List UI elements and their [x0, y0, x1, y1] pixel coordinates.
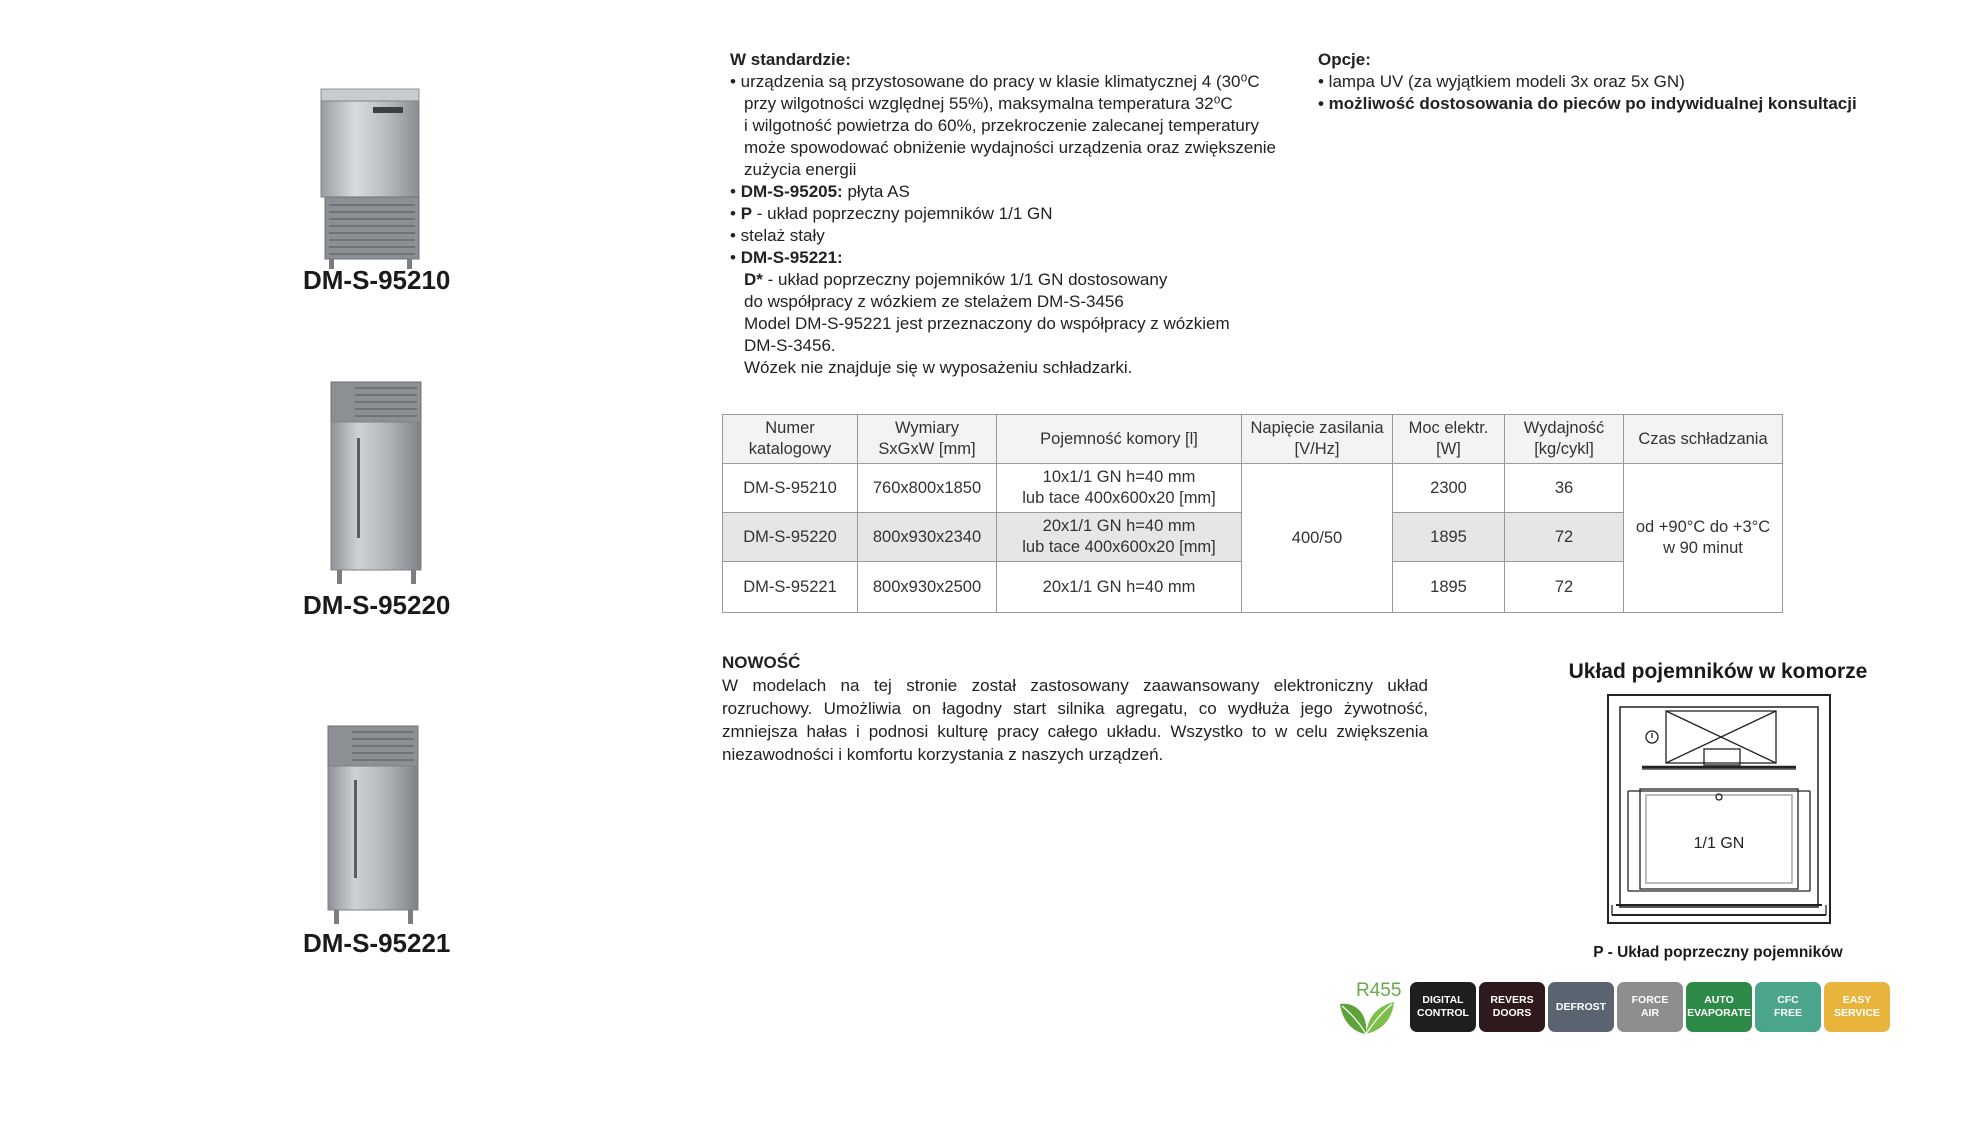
cell-yield: 36 [1505, 464, 1624, 513]
standard-bullet-climate: • urządzenia są przystosowane do pracy w klasie klimatycznej 4 (30⁰C [730, 72, 1260, 91]
cell-catalog: DM-S-95221 [723, 562, 858, 613]
options-oven-adaptation: • możliwość dostosowania do pieców po indywidualnej konsultacji [1318, 94, 1857, 113]
standard-d-line: Wózek nie znajduje się w wyposażeniu schładzarki. [744, 358, 1133, 377]
news-text: W modelach na tej stronie został zastosowany zaawansowany elektroniczny układ rozruchowy. Umożliwia on łagodny start silnika agregatu, co wydłuża jego żywotność, zmniejsza hałas i podnosi kulturę pracy całego układu. Wszystko to w celu zwiększenia niezawodności i komfortu korzystania z naszych urządzeń. [722, 676, 1428, 764]
diagram-inner-label: 1/1 GN [1693, 835, 1745, 852]
cell-yield: 72 [1505, 513, 1624, 562]
badge-force-air: FORCE AIR [1617, 982, 1683, 1032]
standard-bullet-climate-line: może spowodować obniżenie wydajności urządzenia oraz zwiększenie [744, 138, 1277, 157]
standard-bullet-climate-line: i wilgotność powietrza do 60%, przekroczenie zalecanej temperatury [744, 116, 1259, 135]
standard-bullet-climate-line: przy wilgotności względnej 55%), maksymalna temperatura 32⁰C [744, 94, 1233, 113]
diagram-title: Układ pojemników w komorze [1568, 660, 1868, 683]
cell-power: 2300 [1393, 464, 1505, 513]
product-image-dm-s-95210 [315, 85, 427, 271]
options-uv-lamp: • lampa UV (za wyjątkiem modeli 3x oraz 5x GN) [1318, 72, 1685, 91]
col-header-cooling-time: Czas schładzania [1624, 415, 1783, 464]
standard-bullet-layout: • P - układ poprzeczny pojemników 1/1 GN [730, 204, 1053, 223]
cell-catalog: DM-S-95210 [723, 464, 858, 513]
cell-power: 1895 [1393, 513, 1505, 562]
spec-table [722, 414, 1783, 613]
options-section [1318, 49, 1938, 115]
table-row [723, 464, 1783, 513]
news-section [722, 652, 1428, 766]
col-header-voltage: Napięcie zasilania [V/Hz] [1242, 415, 1393, 464]
cell-dimensions: 760x800x1850 [858, 464, 997, 513]
standard-d-layout: D* - układ poprzeczny pojemników 1/1 GN dostosowany [744, 270, 1168, 289]
cell-capacity: 20x1/1 GN h=40 mm [997, 562, 1242, 613]
standard-d-line: do współpracy z wózkiem ze stelażem DM-S-3456 [744, 292, 1124, 311]
col-header-dimensions: Wymiary SxGxW [mm] [858, 415, 997, 464]
badge-auto-evaporate: AUTO EVAPORATE [1686, 982, 1752, 1032]
news-heading: NOWOŚĆ [722, 653, 801, 672]
cell-cooling-time: od +90°C do +3°C w 90 minut [1624, 464, 1783, 613]
cell-capacity: 10x1/1 GN h=40 mm lub tace 400x600x20 [mm] [997, 464, 1242, 513]
standard-bullet-plate: • DM-S-95205: płyta AS [730, 182, 910, 201]
standard-bullet-rack: • stelaż stały [730, 226, 825, 245]
badge-cfc-free: CFC FREE [1755, 982, 1821, 1032]
standard-d-line: Model DM-S-95221 jest przeznaczony do współpracy z wózkiem [744, 314, 1230, 333]
cell-capacity: 20x1/1 GN h=40 mm lub tace 400x600x20 [mm] [997, 513, 1242, 562]
col-header-power: Moc elektr. [W] [1393, 415, 1505, 464]
cell-voltage: 400/50 [1242, 464, 1393, 613]
standard-d-line: DM-S-3456. [744, 336, 836, 355]
product-image-dm-s-95220 [325, 378, 425, 588]
badge-easy-service: EASY SERVICE [1824, 982, 1890, 1032]
standard-equipment-section [730, 49, 1330, 379]
badge-digital-control: DIGITAL CONTROL [1410, 982, 1476, 1032]
diagram-caption: P - Układ poprzeczny pojemników [1593, 944, 1843, 961]
col-header-catalog: Numer katalogowy [723, 415, 858, 464]
col-header-yield: Wydajność [kg/cykl] [1505, 415, 1624, 464]
options-heading: Opcje: [1318, 50, 1371, 69]
product-model-label: DM-S-95220 [303, 590, 451, 620]
refrigerant-badge [1336, 980, 1406, 1036]
cell-power: 1895 [1393, 562, 1505, 613]
badge-defrost: DEFROST [1548, 982, 1614, 1032]
product-image-dm-s-95221 [322, 722, 422, 930]
badge-revers-doors: REVERS DOORS [1479, 982, 1545, 1032]
table-header-row [723, 415, 1783, 464]
cell-dimensions: 800x930x2500 [858, 562, 997, 613]
standard-bullet-95221: • DM-S-95221: [730, 248, 843, 267]
product-model-label: DM-S-95210 [303, 265, 451, 295]
leaf-icon [1336, 994, 1398, 1036]
cell-dimensions: 800x930x2340 [858, 513, 997, 562]
container-layout-diagram [1606, 693, 1832, 925]
cell-yield: 72 [1505, 562, 1624, 613]
standard-heading: W standardzie: [730, 50, 851, 69]
cell-catalog: DM-S-95220 [723, 513, 858, 562]
col-header-capacity: Pojemność komory [l] [997, 415, 1242, 464]
product-model-label: DM-S-95221 [303, 928, 451, 958]
refrigerant-label: R455 [1356, 980, 1402, 1001]
standard-bullet-climate-line: zużycia energii [744, 160, 857, 179]
